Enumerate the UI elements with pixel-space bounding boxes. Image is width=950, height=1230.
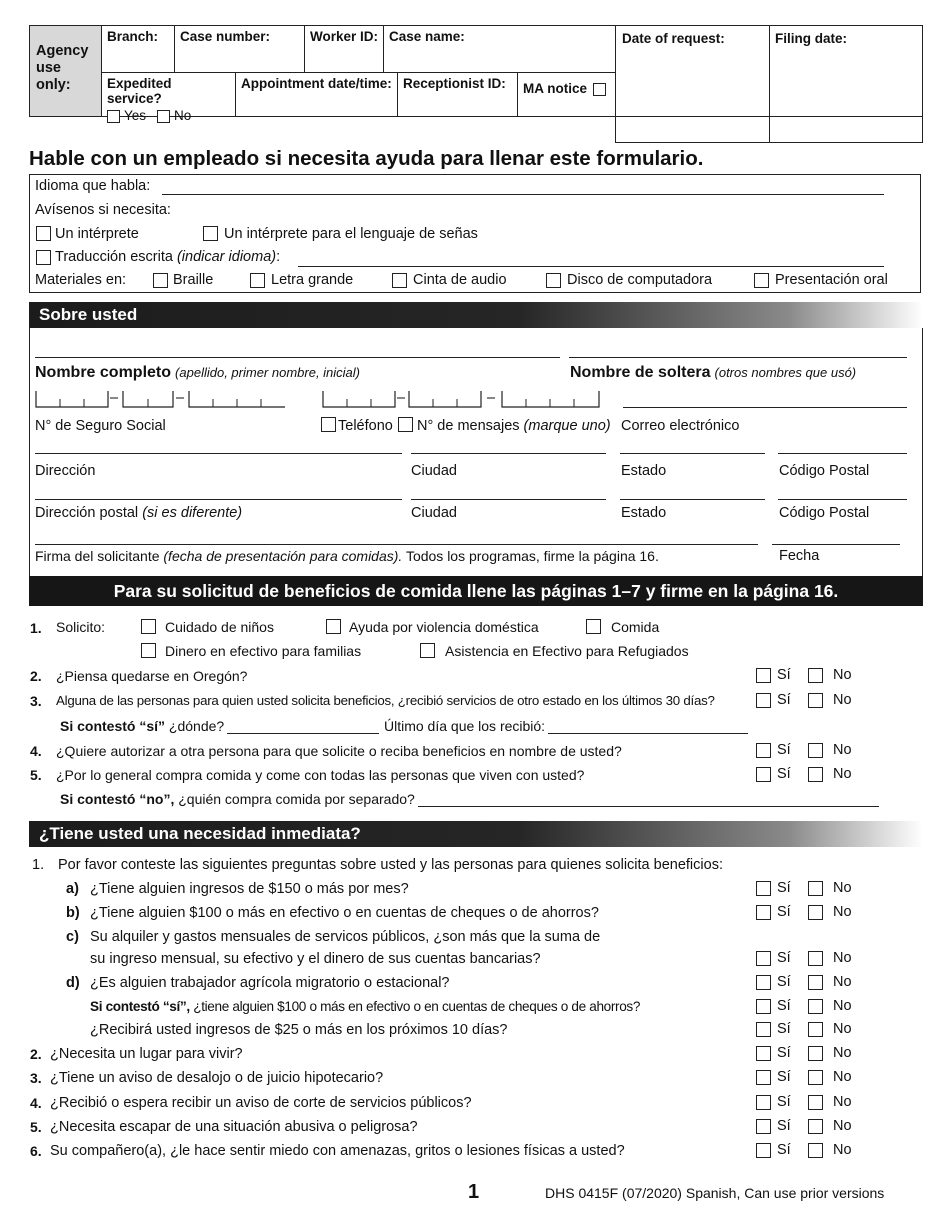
mensajes-checkbox[interactable] [398,417,413,432]
q3-donde-input[interactable] [227,733,379,734]
phone-input[interactable] [322,389,602,409]
food-q5-no-checkbox[interactable] [808,767,823,782]
comida-checkbox[interactable] [586,619,601,634]
branch-field[interactable]: Branch: [102,26,175,73]
form-id: DHS 0415F (07/2020) Spanish, Can use prior versions [545,1185,885,1201]
need-a-si-checkbox[interactable] [756,881,771,896]
correo-input[interactable] [623,407,907,408]
need-section-header: ¿Tiene usted una necesidad inmediata? [29,821,923,847]
page-number: 1 [468,1181,480,1203]
case-number-field[interactable]: Case number: [175,26,305,73]
interprete-checkbox[interactable] [36,226,51,241]
need-b-no-checkbox[interactable] [808,905,823,920]
ma-notice-field: MA notice [518,73,615,116]
ma-notice-checkbox[interactable] [593,83,606,96]
need-d-follow-no-checkbox[interactable] [808,999,823,1014]
q5-quien-input[interactable] [418,806,879,807]
traduccion-idioma-input[interactable] [298,266,884,267]
need-c-no-checkbox[interactable] [808,951,823,966]
filing-date-label: Filing date: [775,31,847,46]
food-q5-si-checkbox[interactable] [756,767,771,782]
need-q6-si-checkbox[interactable] [756,1143,771,1158]
need-d-follow2-si-checkbox[interactable] [756,1022,771,1037]
direccion-input[interactable] [35,453,402,454]
dates-box [615,25,923,143]
about-section-header: Sobre usted [29,302,923,328]
fecha-firma-input[interactable] [772,544,900,545]
agency-use-label: Agency use only: [30,26,102,116]
need-q4-si-checkbox[interactable] [756,1095,771,1110]
case-name-field[interactable]: Case name: [384,26,615,73]
date-of-request-label: Date of request: [622,31,725,46]
food-banner: Para su solicitud de beneficios de comida llene las páginas 1–7 y firme en la página 16. [29,576,923,606]
ciudad-input[interactable] [411,453,606,454]
need-c-si-checkbox[interactable] [756,951,771,966]
language-box: Idioma que habla: Avísenos si necesita: Un intérprete Un intérprete para el lenguaje de señas Traducción escrita (indicar idioma): Materiales en: Braille Letra grande Cinta de audio Disco de computadora Presentación oral [29,174,921,293]
food-q2-si-checkbox[interactable] [756,668,771,683]
q3-ultimo-dia-input[interactable] [548,733,748,734]
food-q4-si-checkbox[interactable] [756,743,771,758]
need-q5-no-checkbox[interactable] [808,1119,823,1134]
expedited-yes-checkbox[interactable] [107,110,120,123]
need-q3-no-checkbox[interactable] [808,1070,823,1085]
worker-id-field[interactable]: Worker ID: [305,26,384,73]
nombre-completo-input[interactable] [35,357,560,358]
food-q3-no-checkbox[interactable] [808,693,823,708]
need-a-no-checkbox[interactable] [808,881,823,896]
nombre-soltera-input[interactable] [569,357,907,358]
need-d-si-checkbox[interactable] [756,975,771,990]
expedited-no-checkbox[interactable] [157,110,170,123]
cuidado-ninos-checkbox[interactable] [141,619,156,634]
telefono-checkbox[interactable] [321,417,336,432]
food-q2-no-checkbox[interactable] [808,668,823,683]
need-d-follow-si-checkbox[interactable] [756,999,771,1014]
need-q6-no-checkbox[interactable] [808,1143,823,1158]
need-q2-no-checkbox[interactable] [808,1046,823,1061]
braille-checkbox[interactable] [153,273,168,288]
need-q4-no-checkbox[interactable] [808,1095,823,1110]
need-b-si-checkbox[interactable] [756,905,771,920]
help-heading: Hable con un empleado si necesita ayuda para llenar este formulario. [29,147,704,170]
firma-input[interactable] [35,544,758,545]
need-q2-si-checkbox[interactable] [756,1046,771,1061]
food-q4-no-checkbox[interactable] [808,743,823,758]
need-q3-si-checkbox[interactable] [756,1070,771,1085]
efectivo-familias-checkbox[interactable] [141,643,156,658]
idioma-input[interactable] [162,194,884,195]
agency-use-table [29,25,616,123]
ssn-boxes [35,389,285,409]
interprete-senas-checkbox[interactable] [203,226,218,241]
cinta-audio-checkbox[interactable] [392,273,407,288]
ciudad-postal-input[interactable] [411,499,606,500]
appointment-field[interactable]: Appointment date/time: [236,73,398,116]
refugiados-checkbox[interactable] [420,643,435,658]
codigo-postal-input[interactable] [778,453,907,454]
estado-input[interactable] [620,453,765,454]
need-d-no-checkbox[interactable] [808,975,823,990]
disco-checkbox[interactable] [546,273,561,288]
receptionist-id-field[interactable]: Receptionist ID: [398,73,518,116]
letra-grande-checkbox[interactable] [250,273,265,288]
estado-postal-input[interactable] [620,499,765,500]
phone-boxes [322,389,602,409]
violencia-checkbox[interactable] [326,619,341,634]
food-q3-si-checkbox[interactable] [756,693,771,708]
need-d-follow2-no-checkbox[interactable] [808,1022,823,1037]
need-q5-si-checkbox[interactable] [756,1119,771,1134]
traduccion-checkbox[interactable] [36,250,51,265]
codigo-postal-postal-input[interactable] [778,499,907,500]
presentacion-oral-checkbox[interactable] [754,273,769,288]
direccion-postal-input[interactable] [35,499,402,500]
ssn-input[interactable] [35,389,285,409]
expedited-service-field: Expedited service? Yes No [102,73,236,116]
